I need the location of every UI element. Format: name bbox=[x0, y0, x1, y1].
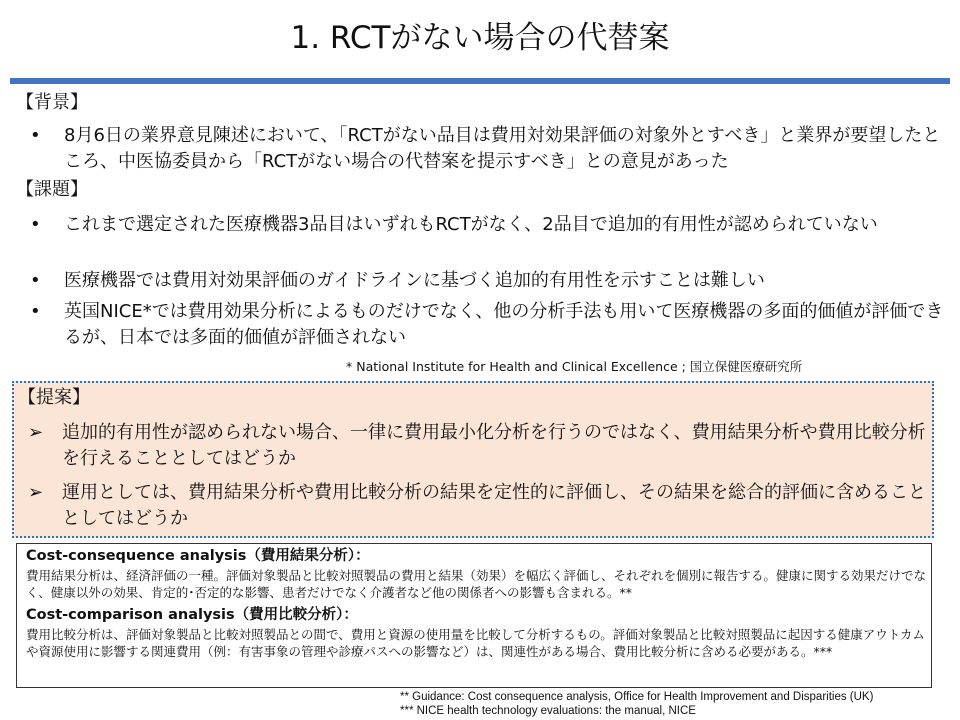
reference-2: *** NICE health technology evaluations: the manual, NICE bbox=[400, 705, 696, 717]
issue-bullet bbox=[30, 212, 950, 238]
proposal-bullet bbox=[28, 480, 928, 532]
cca-heading: Cost-consequence analysis（費用結果分析）： bbox=[26, 548, 370, 564]
bullet-dot-icon: • bbox=[30, 301, 41, 322]
cca-body: 費用結果分析は、経済評価の一種。評価対象製品と比較対照製品の費用と結果（効果）を幅広く評価し、それぞれを個別に報告する。健康に関する効果だけでなく、健康以外の効果、肯定的･否定的な影響、患者だけでなく介護者など他の関係者への影響も含まれる。** bbox=[26, 568, 927, 600]
bullet-dot-icon: • bbox=[30, 270, 41, 291]
cmp-heading: Cost-comparison analysis（費用比較分析）： bbox=[26, 607, 358, 623]
title-divider bbox=[10, 78, 950, 84]
proposal-bullet bbox=[28, 420, 928, 472]
bullet-dot-icon: • bbox=[30, 214, 41, 235]
issue-bullet bbox=[30, 299, 950, 351]
bullet-dot-icon: • bbox=[30, 125, 41, 146]
arrow-bullet-icon: ➢ bbox=[28, 482, 44, 503]
background-bullet-text: 8月6日の業界意見陳述において、「RCTがない品目は費用対効果評価の対象外とすべき」と業界が要望したところ、中医協委員から「RCTがない場合の代替案を提示すべき」との意見があった bbox=[64, 125, 941, 172]
background-bullet bbox=[30, 123, 950, 175]
reference-1: ** Guidance: Cost consequence analysis, Office for Health Improvement and Disparities (UK) bbox=[400, 691, 874, 703]
cmp-body: 費用比較分析は、評価対象製品と比較対照製品との間で、費用と資源の使用量を比較して分析するもの。評価対象製品と比較対照製品に起因する健康アウトカムや資源使用に影響する関連費用（例：有害事象の管理や診療パスへの影響など）は、関連性がある場合、費用比較分析に含める必要がある。*** bbox=[26, 627, 925, 659]
background-heading: 【背景】 bbox=[16, 92, 88, 113]
proposal-bullet-text: 運用としては、費用結果分析や費用比較分析の結果を定性的に評価し、その結果を総合的評価に含めることとしてはどうか bbox=[62, 482, 926, 529]
issue-bullet bbox=[30, 268, 950, 294]
proposal-box bbox=[12, 381, 934, 538]
issue-bullet-text: これまで選定された医療機器3品目はいずれもRCTがなく、2品目で追加的有用性が認められていない bbox=[64, 214, 878, 235]
proposal-heading: 【提案】 bbox=[18, 387, 90, 408]
issue-bullet-text: 医療機器では費用対効果評価のガイドラインに基づく追加的有用性を示すことは難しい bbox=[64, 270, 765, 291]
definitions-box bbox=[16, 543, 932, 688]
arrow-bullet-icon: ➢ bbox=[28, 422, 44, 443]
page-title: 1. RCTがない場合の代替案 bbox=[290, 20, 670, 56]
issue-bullet-text: 英国NICE*では費用効果分析によるものだけでなく、他の分析手法も用いて医療機器の多面的価値が評価できるが、日本では多面的価値が評価されない bbox=[64, 301, 944, 348]
nice-footnote: * National Institute for Health and Clinical Excellence ; 国立保健医療研究所 bbox=[346, 359, 803, 374]
proposal-bullet-text: 追加的有用性が認められない場合、一律に費用最小化分析を行うのではなく、費用結果分析や費用比較分析を行えることとしてはどうか bbox=[62, 422, 926, 469]
issues-heading: 【課題】 bbox=[16, 179, 88, 200]
